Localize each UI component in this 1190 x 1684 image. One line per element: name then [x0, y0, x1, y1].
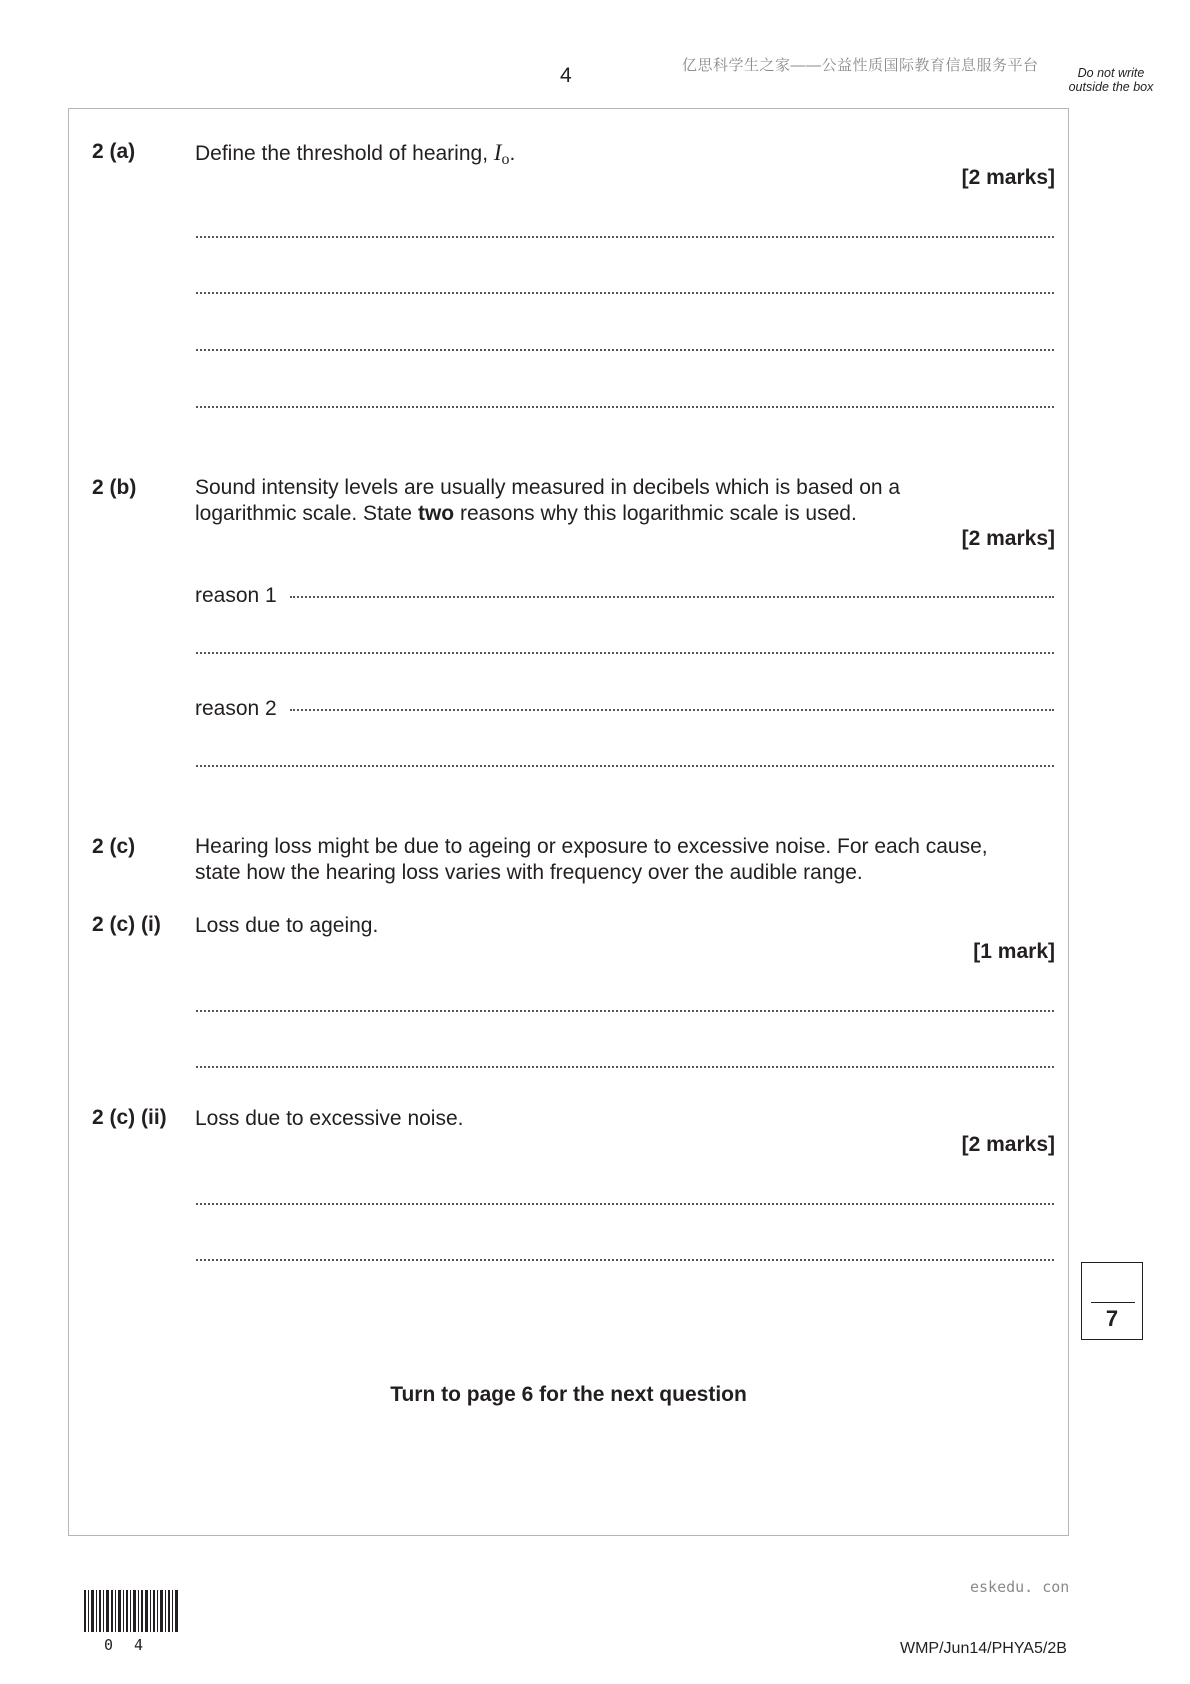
header-watermark: 亿思科学生之家——公益性质国际教育信息服务平台 — [682, 57, 1039, 74]
question-2cii-marks: [2 marks] — [961, 1133, 1055, 1156]
footer-site-note: eskedu. con — [970, 1578, 1070, 1596]
barcode-icon — [84, 1590, 178, 1632]
answer-line-2ci-1[interactable] — [196, 1010, 1054, 1012]
question-2a-text — [195, 140, 1065, 173]
answer-line-2a-1[interactable] — [196, 236, 1054, 238]
question-2ci-text: Loss due to ageing. — [195, 914, 379, 937]
question-2c-line-2: state how the hearing loss varies with frequency over the audible range. — [195, 861, 863, 884]
question-2ci-number: 2 (c) (i) — [92, 913, 161, 936]
footer-paper-code: WMP/Jun14/PHYA5/2B — [900, 1640, 1067, 1657]
page-number: 4 — [560, 64, 572, 87]
question-2b-number: 2 (b) — [92, 476, 137, 499]
question-2a-text-after: . — [509, 142, 516, 165]
answer-line-2cii-2[interactable] — [196, 1259, 1054, 1261]
question-2a-marks: [2 marks] — [961, 166, 1055, 189]
question-2b-marks: [2 marks] — [961, 527, 1055, 550]
question-2b-line-2-post: reasons why this logarithmic scale is used. — [459, 502, 857, 525]
question-2ci-marks: [1 mark] — [973, 940, 1055, 963]
score-box-rule — [1091, 1302, 1135, 1303]
answer-line-2a-4[interactable] — [196, 406, 1054, 408]
answer-line-2a-3[interactable] — [196, 349, 1054, 351]
answer-line-2ci-2[interactable] — [196, 1066, 1054, 1068]
question-2b-text — [195, 475, 1065, 527]
answer-line-2b-1[interactable] — [196, 652, 1054, 654]
reason-1-label: reason 1 — [195, 584, 277, 607]
question-2c-number: 2 (c) — [92, 835, 136, 858]
answer-line-2a-2[interactable] — [196, 292, 1054, 294]
question-2b-line-2 — [195, 501, 1065, 527]
question-2b-line-1: Sound intensity levels are usually measured in decibels which is based on a — [195, 476, 901, 499]
question-2b-emphasis: two — [417, 502, 455, 525]
threshold-subscript: o — [501, 151, 510, 168]
question-2c-line-1: Hearing loss might be due to ageing or exposure to excessive noise. For each cause, — [195, 835, 988, 858]
margin-note: Do not write outside the box — [1068, 66, 1154, 94]
reason-1-answer-line[interactable] — [290, 596, 1054, 598]
question-2cii-number: 2 (c) (ii) — [92, 1106, 167, 1129]
question-2c-text — [195, 834, 1065, 886]
next-question-instruction: Turn to page 6 for the next question — [390, 1383, 747, 1406]
score-box-total: 7 — [1105, 1306, 1119, 1331]
question-2a-number: 2 (a) — [92, 140, 136, 163]
reason-2-label: reason 2 — [195, 697, 277, 720]
threshold-symbol: I — [493, 140, 502, 165]
barcode-digits: 0 4 — [104, 1636, 150, 1654]
question-2cii-text: Loss due to excessive noise. — [195, 1107, 464, 1130]
answer-line-2cii-1[interactable] — [196, 1203, 1054, 1205]
question-2b-line-2-pre: logarithmic scale. State — [195, 502, 413, 525]
question-2a-text-before: Define the threshold of hearing, — [195, 142, 489, 165]
answer-box-border — [68, 108, 1069, 1536]
reason-2-answer-line[interactable] — [290, 709, 1054, 711]
answer-line-2b-2[interactable] — [196, 765, 1054, 767]
